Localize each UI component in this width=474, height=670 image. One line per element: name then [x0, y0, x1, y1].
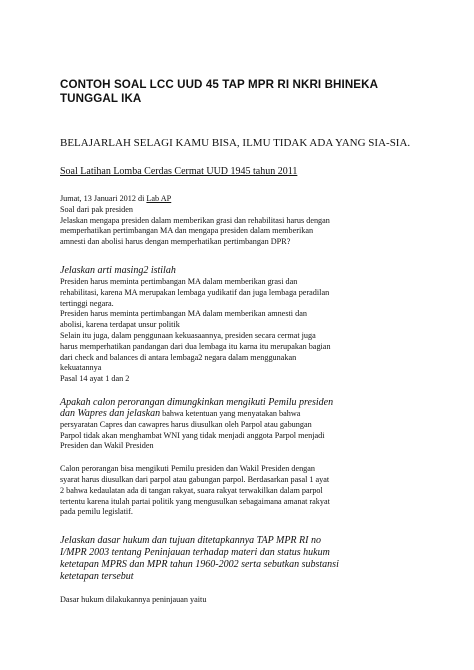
body-line: Dasar hukum dilakukannya peninjauan yaitu	[60, 595, 207, 605]
intro-line: amnesti dan abolisi harus dengan memperhatikan pertimbangan DPR?	[60, 237, 291, 247]
body-line: Parpol tidak akan menghambat WNI yang tidak menjadi anggota Parpol menjadi	[60, 430, 325, 440]
body-line: abolisi, karena terdapat unsur politik	[60, 320, 180, 330]
intro-line: memperhatikan pertimbangan MA dan mengapa presiden dalam memberikan	[60, 226, 314, 236]
section2-heading-italic: dan Wapres dan jelaskan	[60, 407, 161, 419]
spacer	[60, 385, 414, 397]
body-line: Pasal 14 ayat 1 dan 2	[60, 374, 130, 384]
spacer	[60, 452, 414, 464]
body-line: tertinggi negara.	[60, 298, 114, 308]
spacer	[60, 248, 414, 265]
section3-heading-line: Jelaskan dasar hukum dan tujuan ditetapkannya TAP MPR RI no	[60, 535, 321, 547]
intro-line: Jelaskan mengapa presiden dalam memberikan grasi dan rehabilitasi harus dengan	[60, 215, 330, 225]
body-line: Presiden harus meminta pertimbangan MA dalam memberikan grasi dan	[60, 276, 298, 286]
body-line: Presiden harus meminta pertimbangan MA dalam memberikan amnesti dan	[60, 309, 307, 319]
section1-body	[60, 277, 414, 385]
section3-heading-line: I/MPR 2003 tentang Peninjauan terhadap materi dan status hukum	[60, 547, 330, 559]
section3-heading-line: ketetapan MPRS dan MPR tahun 1960-2002 serta sebutkan substansi	[60, 559, 339, 571]
body-line: 2 bahwa kedaulatan ada di tangan rakyat, suara rakyat terwakilkan dalam parpol	[60, 485, 323, 495]
body-line: persyaratan Capres dan cawapres harus diusulkan oleh Parpol atau gabungan	[60, 419, 312, 429]
section1-heading: Jelaskan arti masing2 istilah	[60, 264, 176, 276]
body-line: harus memperhatikan pandangan dari dua lembaga itu karna itu merupakan bagian	[60, 341, 331, 351]
section3-heading	[60, 535, 414, 583]
body-line: pada pemilu legislatif.	[60, 507, 133, 517]
body-line: Presiden dan Wakil Presiden	[60, 441, 154, 451]
spacer	[60, 518, 414, 535]
section2-body	[60, 409, 414, 452]
body-line: tertentu karena itulah partai politik yang mengusulkan sebagaimana amanat rakyat	[60, 496, 330, 506]
body-line: dari check and balances di antara lembaga2 negara dalam menggunakan	[60, 352, 297, 362]
section3-body	[60, 595, 414, 606]
blog-motto: BELAJARLAH SELAGI KAMU BISA, ILMU TIDAK ADA YANG SIA-SIA.	[60, 137, 411, 149]
title-line-1: CONTOH SOAL LCC UUD 45 TAP MPR RI NKRI BHINEKA	[60, 78, 379, 91]
title-line-2: TUNGGAL IKA	[60, 92, 142, 105]
post-date-text: Jumat, 13 Januari 2012 di	[60, 194, 147, 203]
body-line: Calon perorangan bisa mengikuti Pemilu presiden dan Wakil Presiden dengan	[60, 464, 315, 474]
body-line: Selain itu juga, dalam penggunaan kekuasaannya, presiden secara cermat juga	[60, 330, 316, 340]
document-title	[60, 78, 414, 106]
body-line: syarat harus diusulkan dari parpol atau gabungan parpol. Berdasarkan pasal 1 ayat	[60, 474, 330, 484]
post-category-link[interactable]: Lab AP	[146, 194, 172, 203]
section2-heading-continuation	[60, 409, 414, 420]
body-line: rehabilitasi, karena MA merupakan lembaga yudikatif dan juga lembaga peradilan	[60, 287, 330, 297]
post-date	[60, 194, 414, 205]
body-line: kekuatannya	[60, 363, 102, 373]
intro-paragraph	[60, 194, 414, 248]
spacer	[60, 583, 414, 595]
section3-heading-line: ketetapan tersebut	[60, 571, 134, 583]
intro-line: Soal dari pak presiden	[60, 204, 133, 214]
section2-heading-rest: bahwa ketentuan yang menyatakan bahwa	[160, 408, 301, 418]
section2b-body	[60, 464, 414, 518]
post-title-link[interactable]: Soal Latihan Lomba Cerdas Cermat UUD 1945 tahun 2011	[60, 166, 298, 177]
section2-heading: Apakah calon perorangan dimungkinkan mengikuti Pemilu presiden	[60, 396, 334, 408]
